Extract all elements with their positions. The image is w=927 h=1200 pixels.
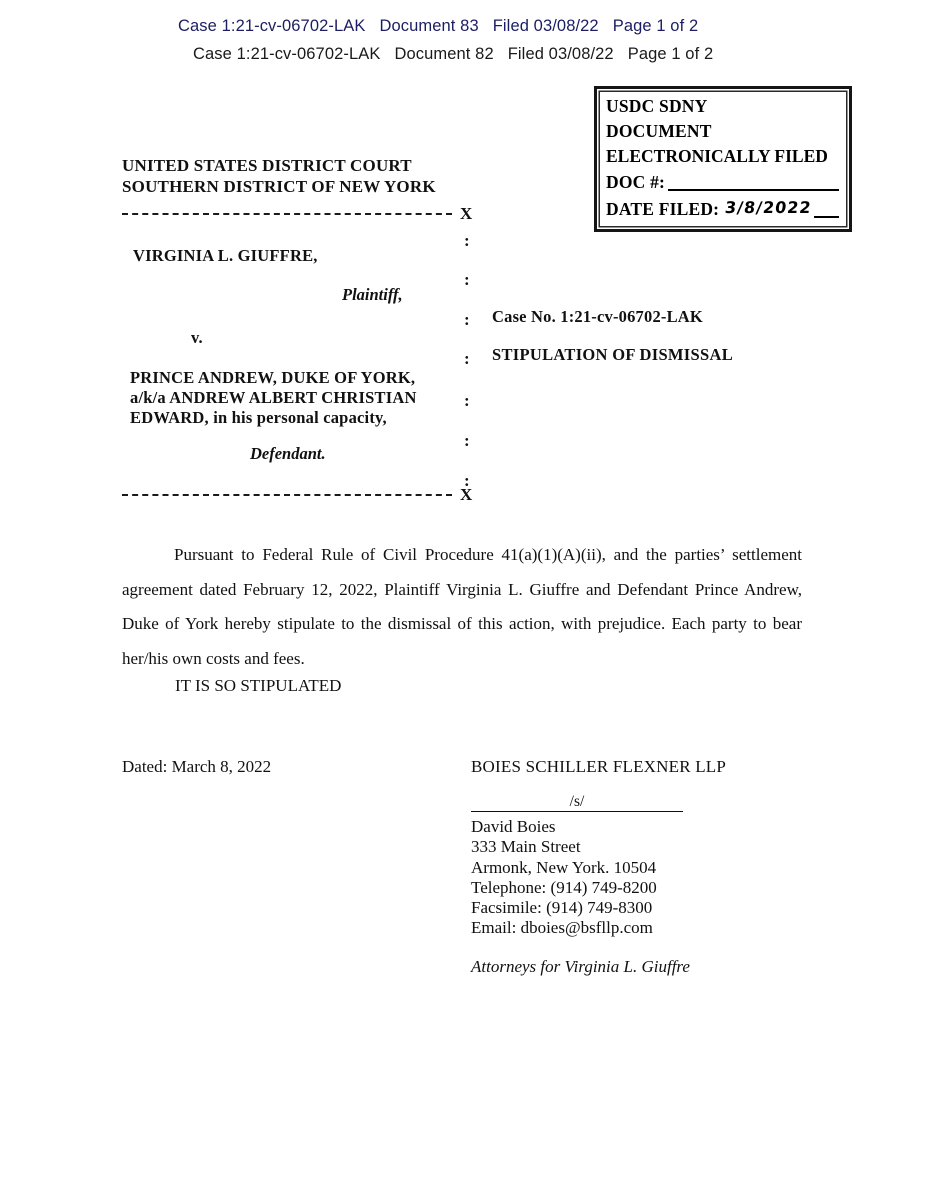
attorney-name: David Boies: [471, 817, 556, 836]
stamp-doc-number-rule: [668, 188, 839, 191]
attorney-address-city: Armonk, New York. 10504: [471, 857, 657, 877]
plaintiff-name: VIRGINIA L. GIUFFRE,: [133, 246, 318, 265]
electronic-signature-mark: /s/: [569, 793, 585, 810]
ecf-case-number: Case 1:21-cv-06702-LAK: [178, 17, 366, 35]
stamp-court-name: USDC SDNY: [606, 96, 708, 116]
law-firm-name: BOIES SCHILLER FLEXNER LLP: [471, 757, 727, 776]
stamp-date-filed-label: DATE FILED:: [606, 199, 720, 219]
ecf-header-line-document-82: [193, 45, 713, 64]
stamp-date-filed-value: 3/8/2022: [724, 198, 813, 217]
attorneys-for-line: Attorneys for Virginia L. Giuffre: [471, 957, 690, 976]
caption-bottom-divider: [122, 494, 452, 496]
plaintiff-role-label: Plaintiff,: [342, 285, 403, 304]
case-number: Case No. 1:21-cv-06702-LAK: [492, 307, 703, 326]
signature-rule: [471, 811, 683, 812]
signature-area: [471, 793, 683, 812]
caption-colon: :: [464, 310, 470, 329]
body-paragraph: Pursuant to Federal Rule of Civil Procedure 41(a)(1)(A)(ii), and the parties’ settlement agreement dated February 12, 2022, Plaintiff Virginia L. Giuffre and Defendant Prince Andrew, Duke of York hereby stipulate to the dismissal of this action, with prejudice. Each party to bear her/his own costs and fees.: [122, 545, 802, 668]
ecf-page-number: Page 1 of 2: [612, 17, 699, 35]
court-name-heading: [122, 155, 436, 197]
defendant-name: [130, 368, 417, 428]
stamp-date-filed-field: [606, 195, 849, 222]
caption-colon: :: [464, 391, 470, 410]
ecf-page-number: Page 1 of 2: [627, 45, 714, 63]
stamp-electronically-filed-label: ELECTRONICALLY FILED: [606, 146, 828, 166]
stamp-doc-number-label: DOC #:: [606, 172, 666, 192]
defendant-name-line-1: PRINCE ANDREW, DUKE OF YORK,: [130, 368, 416, 387]
stamp-document-label: DOCUMENT: [606, 121, 712, 141]
caption-top-x: X: [460, 204, 473, 223]
versus-label: v.: [191, 328, 203, 347]
court-name-line-2: SOUTHERN DISTRICT OF NEW YORK: [122, 177, 436, 196]
ecf-case-number: Case 1:21-cv-06702-LAK: [193, 45, 381, 63]
usdc-sdny-filed-stamp: [594, 86, 852, 232]
attorney-telephone: Telephone: (914) 749-8200: [471, 877, 657, 897]
document-title: STIPULATION OF DISMISSAL: [492, 345, 734, 364]
caption-colon: :: [464, 349, 470, 368]
attorney-email: Email: dboies@bsfllp.com: [471, 918, 653, 938]
ecf-filed-date: Filed 03/08/22: [492, 17, 599, 35]
caption-colon: :: [464, 270, 470, 289]
ecf-document-number: Document 83: [379, 17, 479, 35]
attorney-contact-block: [471, 817, 657, 939]
defendant-name-line-2: a/k/a ANDREW ALBERT CHRISTIAN: [130, 388, 417, 407]
ecf-filed-date: Filed 03/08/22: [507, 45, 614, 63]
stamp-date-filed-rule: [814, 215, 839, 218]
defendant-name-line-3: EDWARD, in his personal capacity,: [130, 408, 387, 427]
caption-bottom-x: X: [460, 485, 473, 504]
stamp-doc-number-field: [606, 169, 849, 195]
dated-line: Dated: March 8, 2022: [122, 757, 272, 776]
caption-colon: :: [464, 471, 470, 490]
ecf-document-number: Document 82: [394, 45, 494, 63]
caption-colon: :: [464, 431, 470, 450]
it-is-so-stipulated-line: IT IS SO STIPULATED: [175, 676, 342, 695]
attorney-address-street: 333 Main Street: [471, 837, 581, 857]
attorney-facsimile: Facsimile: (914) 749-8300: [471, 898, 653, 918]
defendant-role-label: Defendant.: [250, 444, 326, 463]
caption-top-divider: [122, 213, 452, 215]
ecf-header-line-document-83: [178, 17, 698, 36]
caption-colon: :: [464, 231, 470, 250]
court-name-line-1: UNITED STATES DISTRICT COURT: [122, 156, 412, 175]
